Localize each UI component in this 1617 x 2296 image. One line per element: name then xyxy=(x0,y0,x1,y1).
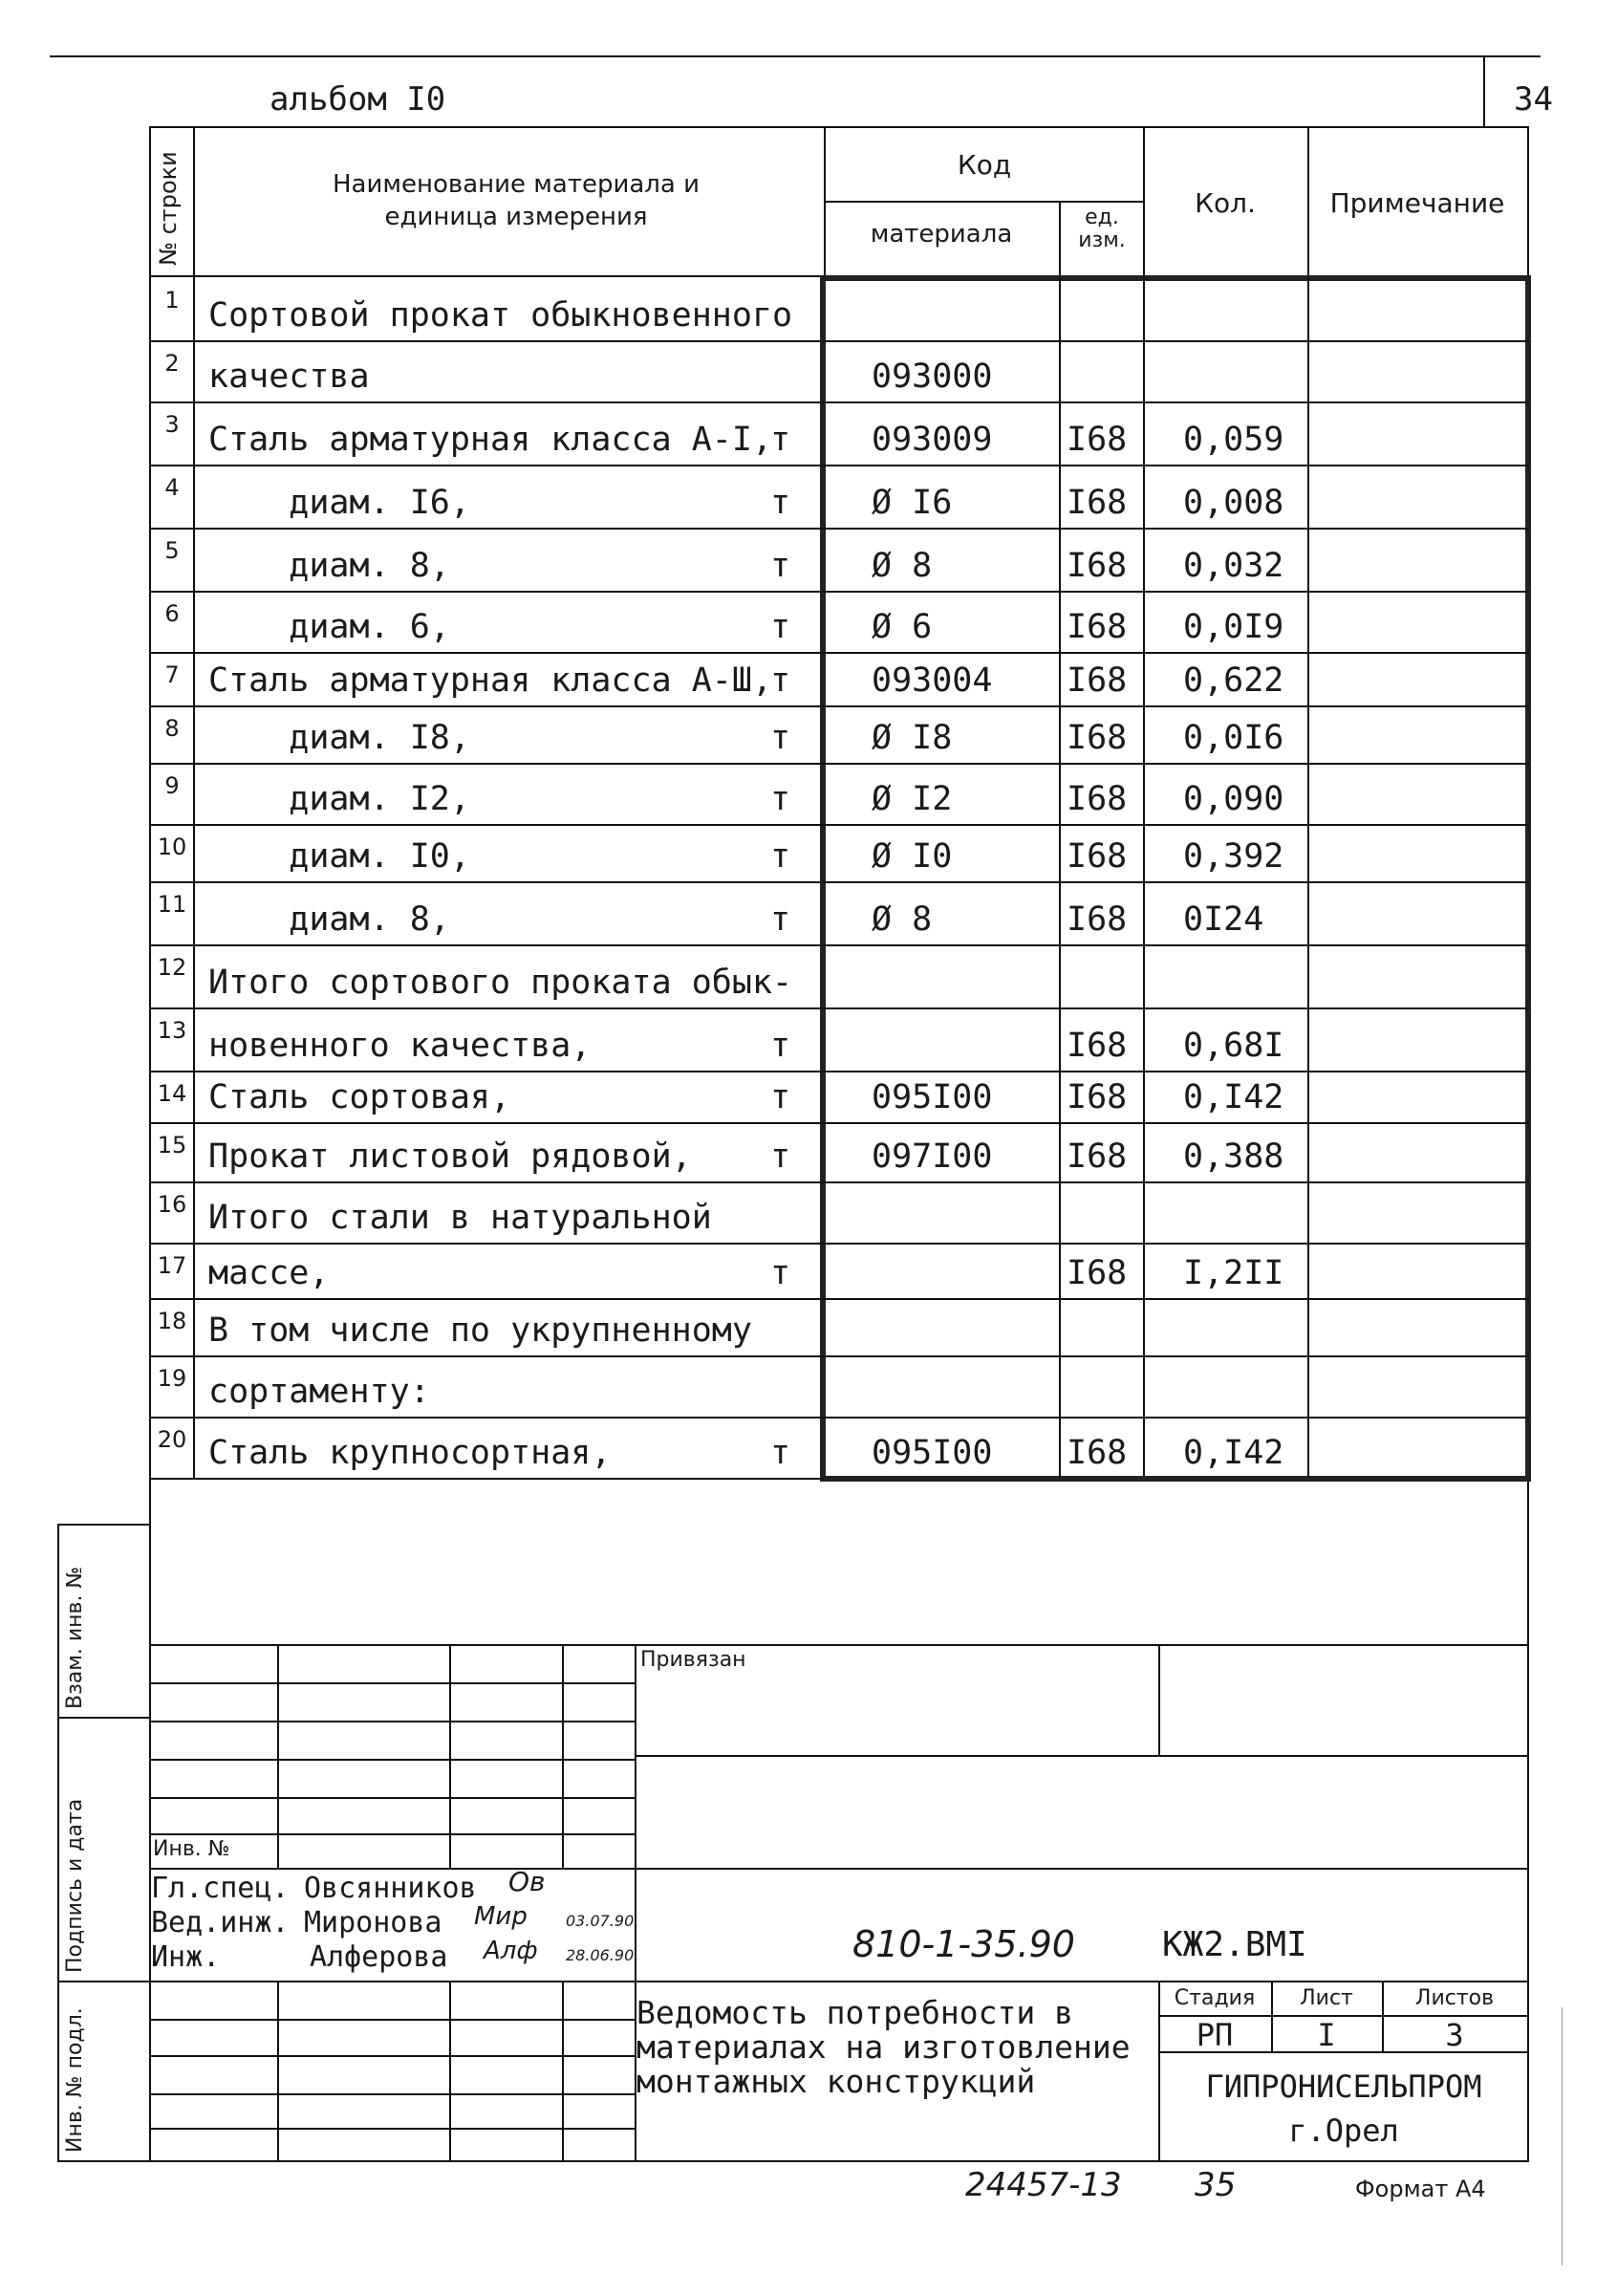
album-label: альбом I0 xyxy=(270,80,446,119)
signer-role-2: Вед.инж. xyxy=(151,1906,290,1939)
row-unit: т xyxy=(770,1434,791,1472)
tb-v3 xyxy=(562,1644,564,1868)
row-number: 17 xyxy=(157,1252,187,1279)
row-unit: т xyxy=(770,1027,791,1065)
row-quantity: 0I24 xyxy=(1183,900,1264,939)
row-name: качества xyxy=(208,357,370,396)
row-unit: т xyxy=(770,484,791,522)
header-note: Примечание xyxy=(1329,187,1505,219)
sheets-label: Листов xyxy=(1414,1986,1495,2010)
row-unit: т xyxy=(770,1137,791,1176)
row-number: 16 xyxy=(157,1191,187,1218)
row-quantity: 0,090 xyxy=(1183,780,1284,818)
table-row xyxy=(0,1355,1617,1417)
signer-signature-2: Мир xyxy=(474,1902,528,1931)
row-quantity: 0,0I6 xyxy=(1183,719,1284,757)
row-quantity: I,2II xyxy=(1183,1254,1284,1292)
row-unit-code: I68 xyxy=(1067,1078,1128,1116)
sheet-label: Лист xyxy=(1300,1986,1353,2010)
sheets-value: 3 xyxy=(1445,2017,1464,2053)
doc-number: 810-1-35.90 xyxy=(852,1923,1075,1965)
row-name: диам. I0, xyxy=(208,837,470,876)
row-unit: т xyxy=(770,547,791,585)
sheet-value: I xyxy=(1317,2017,1336,2053)
row-name: Сталь сортовая, xyxy=(208,1078,511,1116)
row-number: 2 xyxy=(164,350,180,377)
inv-no-label: Инв. № xyxy=(153,1837,230,1861)
row-unit-code: I68 xyxy=(1067,547,1128,585)
side-label-vzam: Взам. инв. № xyxy=(63,1566,87,1709)
row-quantity: 0,0I9 xyxy=(1183,608,1284,646)
row-name: Сортовой прокат обыкновенного xyxy=(208,296,793,335)
row-material-code: 093000 xyxy=(872,357,993,396)
row-quantity: 0,032 xyxy=(1183,547,1284,585)
row-material-code: 093004 xyxy=(872,661,993,700)
org-city: г.Орел xyxy=(1288,2112,1399,2149)
footer-handwritten-number: 24457-13 xyxy=(965,2166,1122,2204)
side-label-inv-podl: Инв. № подл. xyxy=(63,2007,87,2153)
top-rule xyxy=(50,55,1541,57)
row-quantity: 0,059 xyxy=(1183,421,1284,459)
row-unit-code: I68 xyxy=(1067,1137,1128,1176)
row-unit-code: I68 xyxy=(1067,900,1128,939)
tb-r9 xyxy=(149,1981,1529,1982)
side-rule-3 xyxy=(57,1981,151,1982)
stage-label: Стадия xyxy=(1174,1986,1256,2010)
table-row xyxy=(0,824,1617,881)
row-material-code: 095I00 xyxy=(872,1434,993,1472)
row-material-code: Ø 8 xyxy=(872,547,933,585)
doc-title-line-3: монтажных конструкций xyxy=(636,2063,1036,2100)
tb-v2 xyxy=(449,1644,451,1868)
row-unit-code: I68 xyxy=(1067,484,1128,522)
side-frame xyxy=(57,1524,59,2162)
row-number: 9 xyxy=(164,772,180,799)
row-name: сортаменту: xyxy=(208,1373,430,1411)
table-row xyxy=(0,1071,1617,1122)
signer-date-3: 28.06.90 xyxy=(566,1946,635,1964)
row-unit: т xyxy=(770,1078,791,1116)
row-number: 13 xyxy=(157,1017,187,1044)
body-bottom-rule xyxy=(149,1478,824,1480)
row-number: 10 xyxy=(157,834,187,860)
header-qty: Кол. xyxy=(1195,187,1256,219)
header-code: Код xyxy=(957,149,1012,181)
row-name: диам. 8, xyxy=(208,547,450,585)
row-quantity: 0,008 xyxy=(1183,484,1284,522)
signer-role-3: Инж. xyxy=(151,1940,221,1974)
table-row xyxy=(0,1298,1617,1355)
row-quantity: 0,622 xyxy=(1183,661,1284,700)
row-unit: т xyxy=(770,837,791,876)
row-name: Сталь крупносортная, xyxy=(208,1434,612,1472)
tb-v1b xyxy=(277,1981,279,2160)
row-material-code: Ø I6 xyxy=(872,484,953,522)
page-number: 34 xyxy=(1514,80,1553,119)
table-row xyxy=(0,763,1617,824)
row-number: 14 xyxy=(157,1080,187,1107)
header-top-rule xyxy=(149,126,1529,128)
row-name: Сталь арматурная класса А-I, xyxy=(208,421,773,459)
row-material-code: Ø I8 xyxy=(872,719,953,757)
row-name: Прокат листовой рядовой, xyxy=(208,1137,692,1176)
side-rule-2 xyxy=(57,1717,151,1719)
row-number: 19 xyxy=(157,1365,187,1392)
row-number: 5 xyxy=(164,537,180,564)
table-row xyxy=(0,1007,1617,1071)
row-unit: т xyxy=(770,719,791,757)
side-rule-4 xyxy=(57,2160,1529,2162)
tb-top xyxy=(149,1644,1529,1646)
row-number: 20 xyxy=(157,1426,187,1453)
row-quantity: 0,388 xyxy=(1183,1137,1284,1176)
row-name: диам. 8, xyxy=(208,900,450,939)
row-number: 18 xyxy=(157,1308,187,1334)
doc-title-line-1: Ведомость потребности в xyxy=(636,1994,1073,2031)
row-unit-code: I68 xyxy=(1067,780,1128,818)
signer-name-1: Овсянников xyxy=(304,1872,477,1905)
org-name: ГИПРОНИСЕЛЬПРОМ xyxy=(1205,2069,1482,2105)
table-row xyxy=(0,465,1617,528)
table-row xyxy=(0,401,1617,465)
tb-v2b xyxy=(449,1981,451,2160)
tb-v1 xyxy=(277,1644,279,1868)
row-number: 1 xyxy=(164,287,180,314)
row-name: В том числе по укрупненному xyxy=(208,1311,752,1350)
table-row xyxy=(0,1417,1617,1478)
row-number: 7 xyxy=(164,661,180,688)
row-number: 6 xyxy=(164,600,180,627)
row-material-code: Ø I0 xyxy=(872,837,953,876)
table-row xyxy=(0,944,1617,1007)
row-name: диам. I2, xyxy=(208,780,470,818)
signer-signature-3: Алф xyxy=(484,1937,538,1965)
header-name: Наименование материала и единица измерения xyxy=(332,170,701,231)
row-number: 8 xyxy=(164,715,180,742)
row-unit-code: I68 xyxy=(1067,1254,1128,1292)
row-material-code: 095I00 xyxy=(872,1078,993,1116)
signer-signature-1: Ов xyxy=(508,1866,546,1897)
row-name: диам. I6, xyxy=(208,484,470,522)
margin-tick xyxy=(1562,2007,1563,2265)
row-number: 3 xyxy=(164,411,180,438)
row-quantity: 0,68I xyxy=(1183,1027,1284,1065)
row-quantity: 0,I42 xyxy=(1183,1434,1284,1472)
signer-name-3: Алферова xyxy=(310,1940,448,1974)
table-row xyxy=(0,340,1617,401)
tb-r4 xyxy=(635,1755,1529,1757)
side-rule-1 xyxy=(57,1524,151,1526)
row-name: массе, xyxy=(208,1254,330,1292)
row-unit: т xyxy=(770,421,791,459)
row-unit: т xyxy=(770,608,791,646)
table-row xyxy=(0,881,1617,944)
row-unit-code: I68 xyxy=(1067,1027,1128,1065)
row-unit: т xyxy=(770,900,791,939)
row-unit-code: I68 xyxy=(1067,608,1128,646)
row-unit: т xyxy=(770,661,791,700)
table-row xyxy=(0,277,1617,340)
signer-name-2: Миронова xyxy=(304,1906,442,1939)
row-material-code: Ø 6 xyxy=(872,608,933,646)
row-name: Итого стали в натуральной xyxy=(208,1199,712,1237)
privyazan-label: Привязан xyxy=(640,1648,746,1672)
table-row xyxy=(0,528,1617,591)
row-unit: т xyxy=(770,780,791,818)
table-row xyxy=(0,1181,1617,1243)
row-unit: т xyxy=(770,1254,791,1292)
table-row xyxy=(0,705,1617,763)
row-material-code: 097I00 xyxy=(872,1137,993,1176)
hdr-div-3 xyxy=(1059,203,1061,279)
row-number: 11 xyxy=(157,891,187,918)
doc-code: КЖ2.ВМI xyxy=(1162,1925,1307,1964)
row-unit-code: I68 xyxy=(1067,837,1128,876)
table-row xyxy=(0,1122,1617,1181)
row-material-code: 093009 xyxy=(872,421,993,459)
signer-date-2: 03.07.90 xyxy=(566,1912,635,1930)
side-label-podpis: Подпись и дата xyxy=(63,1798,87,1973)
row-unit-code: I68 xyxy=(1067,661,1128,700)
row-quantity: 0,I42 xyxy=(1183,1078,1284,1116)
doc-title-line-2: материалах на изготовление xyxy=(636,2028,1131,2066)
tb-v5 xyxy=(1158,1644,1160,1755)
row-number: 12 xyxy=(157,954,187,981)
row-unit-code: I68 xyxy=(1067,1434,1128,1472)
hdr-sub-rule xyxy=(824,201,1145,203)
header-row-no: № строки xyxy=(155,151,182,266)
signer-role-1: Гл.спец. xyxy=(151,1872,290,1905)
footer-format: Формат А4 xyxy=(1355,2176,1486,2202)
row-name: диам. 6, xyxy=(208,608,450,646)
footer-handwritten-page: 35 xyxy=(1195,2166,1237,2204)
table-row xyxy=(0,591,1617,652)
row-unit-code: I68 xyxy=(1067,719,1128,757)
row-unit-code: I68 xyxy=(1067,421,1128,459)
row-number: 15 xyxy=(157,1132,187,1159)
row-material-code: Ø I2 xyxy=(872,780,953,818)
table-row xyxy=(0,1243,1617,1298)
header-unit: ед. изм. xyxy=(1078,206,1126,252)
row-name: диам. I8, xyxy=(208,719,470,757)
table-row xyxy=(0,652,1617,705)
row-material-code: Ø 8 xyxy=(872,900,933,939)
stage-value: РП xyxy=(1196,2017,1234,2053)
row-name: новенного качества, xyxy=(208,1027,592,1065)
tb-r8 xyxy=(149,1868,1529,1870)
header-material: материала xyxy=(870,220,1013,249)
row-quantity: 0,392 xyxy=(1183,837,1284,876)
row-name: Итого сортового проката обык- xyxy=(208,964,793,1002)
hdr-div-1 xyxy=(193,126,195,279)
row-name: Сталь арматурная класса А-Ш, xyxy=(208,661,773,700)
row-number: 4 xyxy=(164,474,180,501)
frame-right-top xyxy=(1483,55,1485,128)
tb-v3b xyxy=(562,1981,564,2160)
